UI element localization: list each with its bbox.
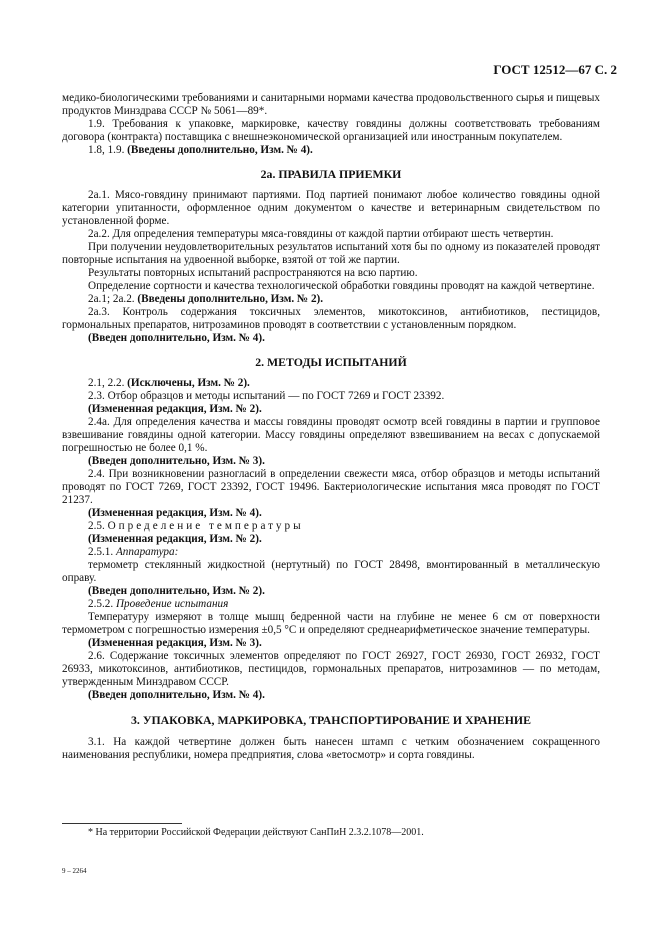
clause-title: Аппаратура:: [115, 546, 179, 558]
amendment-note: (Введен дополнительно, Изм. № 3).: [88, 455, 265, 467]
paragraph: 2а.3. Контроль содержания токсичных элементов, микотоксинов, антибиотиков, пестицидов, гормональных препаратов, нитрозаминов проводят в соответствии с установленным порядком.: [62, 306, 600, 331]
paragraph: [62, 293, 600, 306]
amendment-note: (Введены дополнительно, Изм. № 2).: [137, 293, 324, 305]
paragraph: 2а.1. Мясо-говядину принимают партиями. Под партией понимают любое количество говядины одной категории упитанности, оформленное одним документом о качестве и ветеринарным свидетельством по установленной форме.: [62, 189, 600, 227]
clause-ref: 2.5.2.: [88, 598, 116, 610]
amendment-note: (Измененная редакция, Изм. № 4).: [88, 507, 262, 519]
amendment-note: (Измененная редакция, Изм. № 2).: [88, 533, 262, 545]
section-heading-2: 2. МЕТОДЫ ИСПЫТАНИЙ: [255, 355, 407, 369]
clause-ref: 2.5.1.: [88, 546, 116, 558]
section-heading-3: 3. УПАКОВКА, МАРКИРОВКА, ТРАНСПОРТИРОВАНИЕ И ХРАНЕНИЕ: [131, 713, 531, 727]
amendment-note: (Введены дополнительно, Изм. № 4).: [127, 144, 313, 156]
paragraph: 2.4. При возникновении разногласий в определении свежести мяса, отбор образцов и методы испытаний проводят по ГОСТ 7269, ГОСТ 23392, ГОСТ 19496. Бактериологические испытания мяса проводят по ГОСТ 21237.: [62, 468, 600, 506]
amendment-note: (Введен дополнительно, Изм. № 4).: [88, 332, 265, 344]
footnote-divider: [62, 823, 182, 824]
paragraph: [62, 546, 600, 559]
footnote: * На территории Российской Федерации действуют СанПиН 2.3.2.1078—2001.: [88, 827, 424, 838]
clause-ref: 2а.1; 2а.2.: [88, 293, 138, 305]
amendment-note: (Измененная редакция, Изм. № 3).: [88, 637, 262, 649]
clause-ref: 2.1, 2.2.: [88, 377, 128, 389]
paragraph: медико-биологическими требованиями и санитарными нормами качества продовольственного сырья и пищевых продуктов Минздрава СССР № 5061—89*.: [62, 92, 600, 117]
paragraph: [62, 377, 600, 390]
print-mark: 9 – 2264: [62, 867, 87, 875]
paragraph: 1.9. Требования к упаковке, маркировке, качеству говядины должны соответствовать требованиям договора (контракта) поставщика с внешнеэкономической организацией или иностранным покупателем.: [62, 118, 600, 143]
paragraph: [62, 598, 600, 611]
amendment-note: (Введен дополнительно, Изм. № 2).: [88, 585, 265, 597]
paragraph: 2.6. Содержание токсичных элементов определяют по ГОСТ 26927, ГОСТ 26930, ГОСТ 26932, ГОСТ 26933, микотоксинов, антибиотиков, пестицидов, гормональных препаратов, нитрозаминов — по методам, утвержденным Минздравом СССР.: [62, 650, 600, 688]
paragraph: Определение сортности и качества технологической обработки говядины проводят на каждой четвертине.: [88, 280, 595, 292]
paragraph: 2.3. Отбор образцов и методы испытаний — по ГОСТ 7269 и ГОСТ 23392.: [88, 390, 445, 402]
clause-ref: 1.8, 1.9.: [88, 144, 128, 156]
clause-title: Определение температуры: [107, 520, 304, 532]
paragraph: [62, 144, 600, 157]
paragraph: 2а.2. Для определения температуры мяса-говядины от каждой партии отбирают шесть четвертин.: [88, 228, 554, 240]
paragraph: При получении неудовлетворительных результатов испытаний хотя бы по одному из показателей проводят повторные испытания на удвоенной выборке, взятой от той же партии.: [62, 241, 600, 266]
clause-ref: 2.5.: [88, 520, 108, 532]
paragraph: Температуру измеряют в толще мышц бедренной части на глубине не менее 6 см от поверхности термометром с погрешностью измерения ±0,5 °С и определяют среднеарифметическое значение температуры.: [62, 611, 600, 636]
paragraph: термометр стеклянный жидкостной (нертутный) по ГОСТ 28498, вмонтированный в металлическую оправу.: [62, 559, 600, 584]
paragraph: [62, 520, 600, 533]
page-header: ГОСТ 12512—67 С. 2: [493, 62, 617, 77]
amendment-note: (Введен дополнительно, Изм. № 4).: [88, 689, 265, 701]
amendment-note: (Измененная редакция, Изм. № 2).: [88, 403, 262, 415]
paragraph: Результаты повторных испытаний распространяются на всю партию.: [88, 267, 418, 279]
section-heading-2a: 2а. ПРАВИЛА ПРИЕМКИ: [260, 167, 402, 181]
paragraph: 3.1. На каждой четвертине должен быть нанесен штамп с четким обозначением сокращенного наименования республики, номера предприятия, слова «ветосмотр» и сорта говядины.: [62, 736, 600, 761]
clause-title: Проведение испытания: [115, 598, 229, 610]
page-body: [62, 92, 600, 762]
paragraph: 2.4а. Для определения качества и массы говядины проводят осмотр всей говядины в партии и групповое взвешивание говядины одной категории. Массу говядины определяют взвешиванием на весах с допускаемой погрешностью не более 0,1 %.: [62, 416, 600, 454]
amendment-note: (Исключены, Изм. № 2).: [127, 377, 250, 389]
